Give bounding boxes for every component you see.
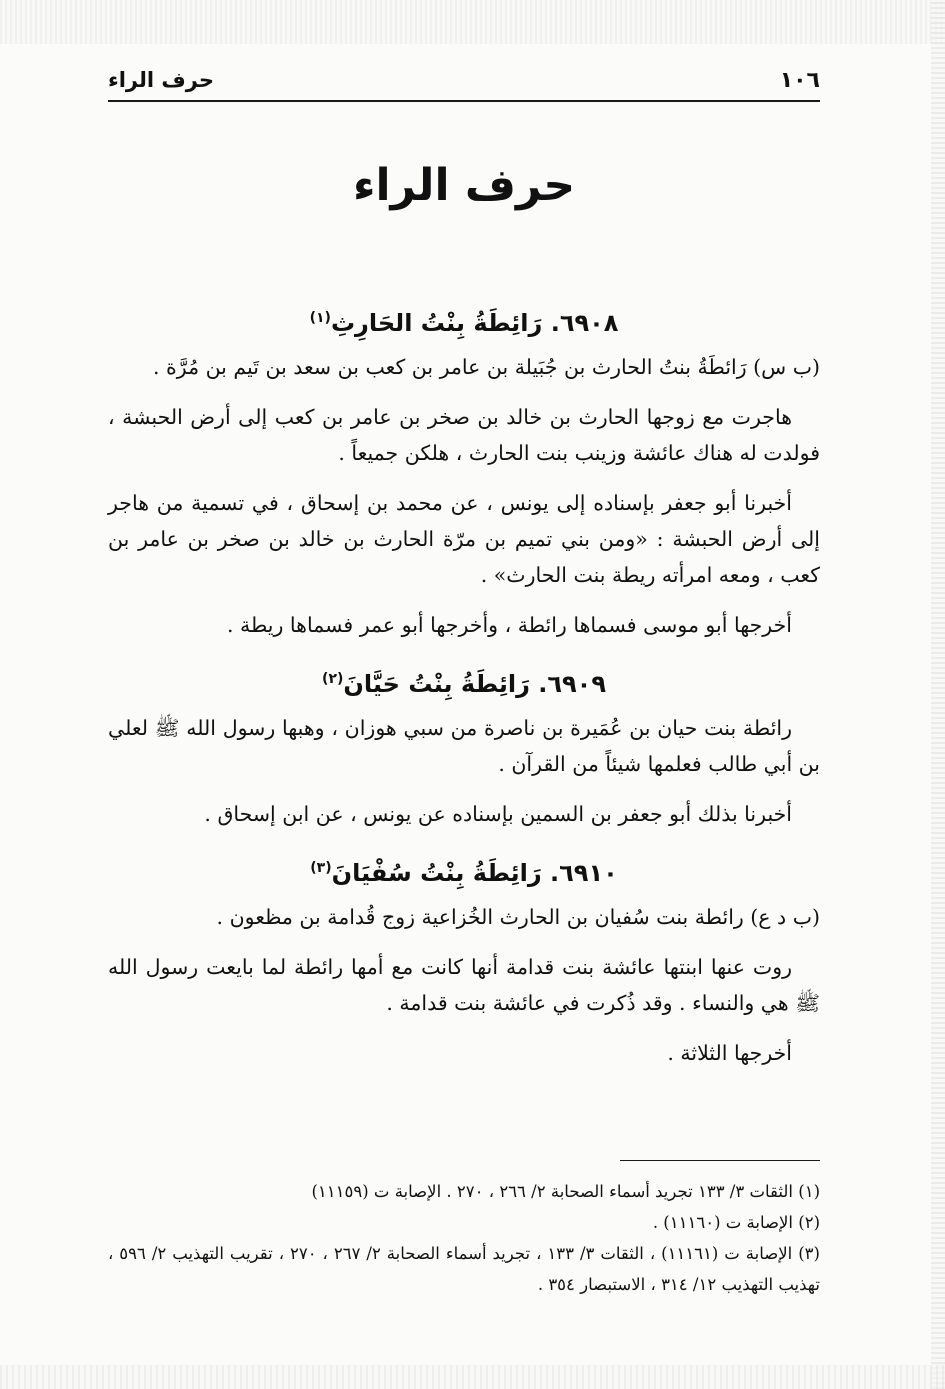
entry-paragraph: (ب س) رَائطَةُ بنتُ الحارث بن جُبَيلة بن عامر بن كعب بن سعد بن تَيم بن مُرَّة . xyxy=(153,355,820,379)
footnote: (٢) الإصابة ت (١١١٦٠) . xyxy=(652,1213,820,1232)
footnote-divider xyxy=(620,1160,820,1161)
page-header xyxy=(108,66,820,102)
footnote-ref: (٢) xyxy=(322,671,344,687)
entry-paragraph: أخرجها أبو موسى فسماها رائطة ، وأخرجها أبو عمر فسماها ريطة . xyxy=(226,613,792,637)
entry-paragraph: (ب د ع) رائطة بنت سُفيان بن الحارث الخُزاعية زوج قُدامة بن مظعون . xyxy=(216,905,820,929)
scan-border-top xyxy=(0,0,945,44)
scan-border-bottom xyxy=(0,1365,945,1389)
entry-paragraph: رائطة بنت حيان بن عُمَيرة بن ناصرة من سبي هوزان ، وهبها رسول الله ﷺ لعلي بن أبي طالب فعلمها شيئاً من القرآن . xyxy=(108,716,820,776)
footnote: (١) الثقات ٣/ ١٣٣ تجريد أسماء الصحابة ٢/ ٢٦٦ ، ٢٧٠ . الإصابة ت (١١١٥٩) xyxy=(311,1182,820,1201)
entry-heading xyxy=(108,846,820,895)
scan-border-right xyxy=(931,0,945,1389)
entry-paragraph: أخبرنا بذلك أبو جعفر بن السمين بإسناده عن يونس ، عن ابن إسحاق . xyxy=(204,802,792,826)
entry-heading xyxy=(108,296,820,345)
footnote: (٣) الإصابة ت (١١١٦١) ، الثقات ٣/ ١٣٣ ، تجريد أسماء الصحابة ٢/ ٢٦٧ ، ٢٧٠ ، تقريب التهذيب ٢/ ٥٩٦ ، تهذيب التهذيب ١٢/ ٣١٤ ، الاستبصار ٣٥٤ . xyxy=(108,1244,820,1294)
footnote-ref: (١) xyxy=(309,310,331,326)
main-text xyxy=(108,296,820,1085)
entry-heading xyxy=(108,657,820,706)
running-title: حرف الراء xyxy=(108,68,214,92)
page-number: ١٠٦ xyxy=(779,68,820,93)
footnotes xyxy=(108,1176,820,1300)
entry-paragraph: روت عنها ابنتها عائشة بنت قدامة أنها كانت مع أمها رائطة لما بايعت رسول الله ﷺ هي والنساء . وقد ذُكرت في عائشة بنت قدامة . xyxy=(108,955,820,1015)
footnote-ref: (٣) xyxy=(310,860,332,876)
entry-paragraph: هاجرت مع زوجها الحارث بن خالد بن صخر بن عامر بن كعب إلى أرض الحبشة ، فولدت له هناك عائشة وزينب بنت الحارث ، هلكن جميعاً . xyxy=(108,405,820,465)
entry-paragraph: أخبرنا أبو جعفر بإسناده إلى يونس ، عن محمد بن إسحاق ، في تسمية من هاجر إلى أرض الحبشة : «ومن بني تميم بن مرّة الحارث بن خالد بن صخر بن عامر بن كعب ، ومعه امرأته ريطة بنت الحارث» . xyxy=(108,491,820,587)
entry-heading-text: ٦٩١٠. رَائِطَةُ بِنْتُ سُفْيَانَ xyxy=(331,859,618,887)
entry-heading-text: ٦٩٠٨. رَائِطَةُ بِنْتُ الحَارِثِ xyxy=(330,309,619,337)
entry-paragraph: أخرجها الثلاثة . xyxy=(667,1041,792,1065)
chapter-title: حرف الراء xyxy=(352,160,576,211)
entry-heading-text: ٦٩٠٩. رَائِطَةُ بِنْتُ حَيَّانَ xyxy=(343,670,606,698)
